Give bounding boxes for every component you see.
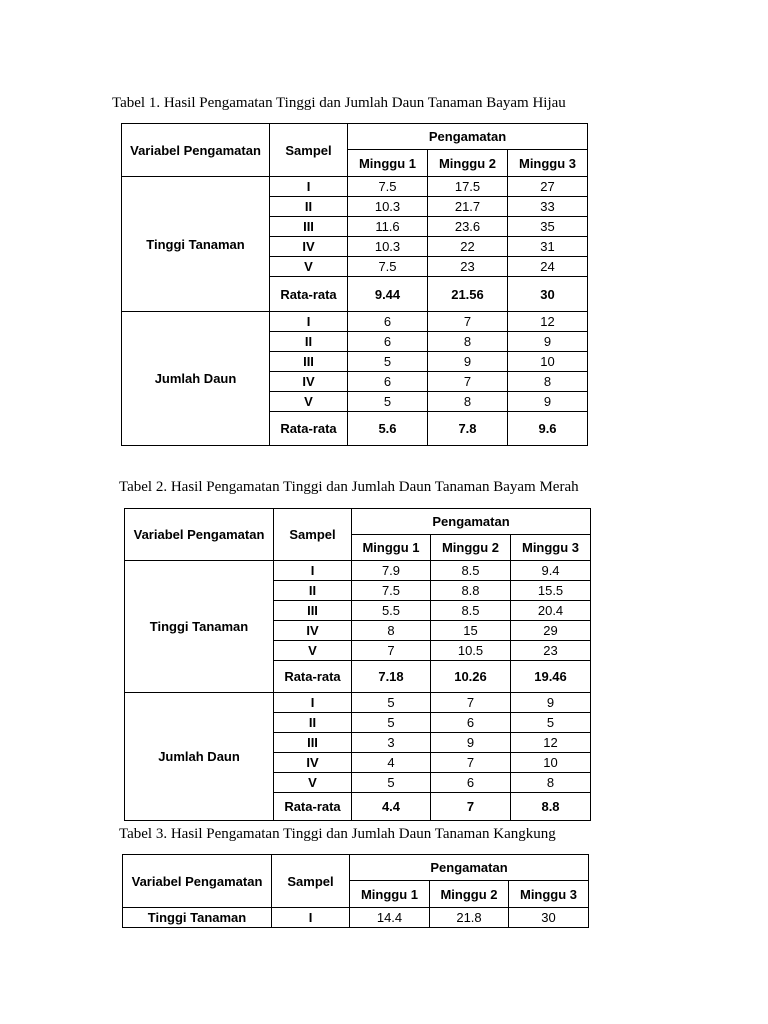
value-cell: 8 xyxy=(511,773,591,793)
value-cell: 35 xyxy=(508,217,588,237)
value-cell: 8 xyxy=(508,372,588,392)
value-cell: 9 xyxy=(508,332,588,352)
value-cell: 7.9 xyxy=(352,561,431,581)
average-value: 21.56 xyxy=(428,277,508,312)
sampel-cell: II xyxy=(270,332,348,352)
value-cell: 8 xyxy=(428,332,508,352)
value-cell: 5 xyxy=(352,693,431,713)
value-cell: 7 xyxy=(428,372,508,392)
value-cell: 27 xyxy=(508,177,588,197)
average-value: 30 xyxy=(508,277,588,312)
value-cell: 8.5 xyxy=(431,561,511,581)
table-row xyxy=(125,561,591,581)
value-cell: 20.4 xyxy=(511,601,591,621)
value-cell: 5 xyxy=(352,773,431,793)
value-cell: 21.8 xyxy=(430,908,509,928)
value-cell: 11.6 xyxy=(348,217,428,237)
sampel-cell: II xyxy=(274,581,352,601)
sampel-cell: I xyxy=(274,693,352,713)
value-cell: 12 xyxy=(511,733,591,753)
average-value: 7 xyxy=(431,793,511,821)
header-sampel: Sampel xyxy=(272,855,350,908)
value-cell: 29 xyxy=(511,621,591,641)
average-value: 8.8 xyxy=(511,793,591,821)
value-cell: 7.5 xyxy=(348,257,428,277)
header-pengamatan: Pengamatan xyxy=(348,124,588,150)
sampel-cell: I xyxy=(272,908,350,928)
table-row xyxy=(123,908,589,928)
sampel-cell: I xyxy=(270,312,348,332)
value-cell: 8.8 xyxy=(431,581,511,601)
header-minggu-2: Minggu 2 xyxy=(430,881,509,908)
group-label: Tinggi Tanaman xyxy=(125,561,274,693)
table-1 xyxy=(121,123,588,446)
value-cell: 6 xyxy=(348,332,428,352)
header-minggu-1: Minggu 1 xyxy=(352,535,431,561)
group-label: Jumlah Daun xyxy=(122,312,270,446)
value-cell: 10 xyxy=(508,352,588,372)
value-cell: 5.5 xyxy=(352,601,431,621)
average-value: 9.44 xyxy=(348,277,428,312)
table-2-caption: Tabel 2. Hasil Pengamatan Tinggi dan Jumlah Daun Tanaman Bayam Merah xyxy=(119,479,579,495)
value-cell: 7.5 xyxy=(352,581,431,601)
value-cell: 8.5 xyxy=(431,601,511,621)
table-row xyxy=(122,177,588,197)
value-cell: 33 xyxy=(508,197,588,217)
header-sampel: Sampel xyxy=(274,509,352,561)
header-minggu-3: Minggu 3 xyxy=(508,150,588,177)
value-cell: 7 xyxy=(431,693,511,713)
sampel-cell: I xyxy=(274,561,352,581)
sampel-cell: IV xyxy=(270,237,348,257)
table-1-caption: Tabel 1. Hasil Pengamatan Tinggi dan Jumlah Daun Tanaman Bayam Hijau xyxy=(112,95,566,111)
group-label: Tinggi Tanaman xyxy=(122,177,270,312)
sampel-cell: V xyxy=(274,641,352,661)
average-value: 19.46 xyxy=(511,661,591,693)
value-cell: 17.5 xyxy=(428,177,508,197)
value-cell: 5 xyxy=(511,713,591,733)
table-2 xyxy=(124,508,591,821)
table-row xyxy=(125,693,591,713)
value-cell: 5 xyxy=(352,713,431,733)
value-cell: 6 xyxy=(431,713,511,733)
header-minggu-2: Minggu 2 xyxy=(431,535,511,561)
sampel-cell: II xyxy=(274,713,352,733)
average-label: Rata-rata xyxy=(274,793,352,821)
header-minggu-3: Minggu 3 xyxy=(509,881,589,908)
value-cell: 15.5 xyxy=(511,581,591,601)
value-cell: 9 xyxy=(428,352,508,372)
average-value: 5.6 xyxy=(348,412,428,446)
header-pengamatan: Pengamatan xyxy=(352,509,591,535)
average-label: Rata-rata xyxy=(274,661,352,693)
value-cell: 9 xyxy=(511,693,591,713)
value-cell: 6 xyxy=(348,372,428,392)
value-cell: 10.3 xyxy=(348,197,428,217)
value-cell: 23 xyxy=(428,257,508,277)
sampel-cell: III xyxy=(270,352,348,372)
header-variabel: Variabel Pengamatan xyxy=(122,124,270,177)
value-cell: 3 xyxy=(352,733,431,753)
value-cell: 4 xyxy=(352,753,431,773)
header-sampel: Sampel xyxy=(270,124,348,177)
sampel-cell: V xyxy=(270,392,348,412)
average-value: 7.18 xyxy=(352,661,431,693)
header-minggu-1: Minggu 1 xyxy=(350,881,430,908)
value-cell: 8 xyxy=(428,392,508,412)
sampel-cell: IV xyxy=(270,372,348,392)
average-value: 4.4 xyxy=(352,793,431,821)
value-cell: 15 xyxy=(431,621,511,641)
sampel-cell: III xyxy=(270,217,348,237)
value-cell: 9 xyxy=(431,733,511,753)
sampel-cell: V xyxy=(270,257,348,277)
value-cell: 30 xyxy=(509,908,589,928)
value-cell: 31 xyxy=(508,237,588,257)
value-cell: 14.4 xyxy=(350,908,430,928)
group-label: Tinggi Tanaman xyxy=(123,908,272,928)
value-cell: 10 xyxy=(511,753,591,773)
sampel-cell: IV xyxy=(274,753,352,773)
average-value: 7.8 xyxy=(428,412,508,446)
group-label: Jumlah Daun xyxy=(125,693,274,821)
value-cell: 8 xyxy=(352,621,431,641)
value-cell: 24 xyxy=(508,257,588,277)
table-3-caption: Tabel 3. Hasil Pengamatan Tinggi dan Jumlah Daun Tanaman Kangkung xyxy=(119,826,556,842)
value-cell: 21.7 xyxy=(428,197,508,217)
average-label: Rata-rata xyxy=(270,277,348,312)
sampel-cell: III xyxy=(274,733,352,753)
value-cell: 6 xyxy=(431,773,511,793)
header-minggu-3: Minggu 3 xyxy=(511,535,591,561)
sampel-cell: III xyxy=(274,601,352,621)
header-pengamatan: Pengamatan xyxy=(350,855,589,881)
value-cell: 5 xyxy=(348,352,428,372)
header-variabel: Variabel Pengamatan xyxy=(125,509,274,561)
value-cell: 7 xyxy=(352,641,431,661)
header-variabel: Variabel Pengamatan xyxy=(123,855,272,908)
value-cell: 23 xyxy=(511,641,591,661)
sampel-cell: II xyxy=(270,197,348,217)
value-cell: 22 xyxy=(428,237,508,257)
value-cell: 5 xyxy=(348,392,428,412)
value-cell: 10.5 xyxy=(431,641,511,661)
value-cell: 10.3 xyxy=(348,237,428,257)
header-minggu-1: Minggu 1 xyxy=(348,150,428,177)
value-cell: 7.5 xyxy=(348,177,428,197)
sampel-cell: I xyxy=(270,177,348,197)
value-cell: 7 xyxy=(431,753,511,773)
sampel-cell: V xyxy=(274,773,352,793)
average-value: 9.6 xyxy=(508,412,588,446)
sampel-cell: IV xyxy=(274,621,352,641)
average-label: Rata-rata xyxy=(270,412,348,446)
value-cell: 7 xyxy=(428,312,508,332)
value-cell: 12 xyxy=(508,312,588,332)
value-cell: 9 xyxy=(508,392,588,412)
value-cell: 9.4 xyxy=(511,561,591,581)
table-row xyxy=(122,312,588,332)
value-cell: 6 xyxy=(348,312,428,332)
header-minggu-2: Minggu 2 xyxy=(428,150,508,177)
value-cell: 23.6 xyxy=(428,217,508,237)
table-3 xyxy=(122,854,589,928)
average-value: 10.26 xyxy=(431,661,511,693)
